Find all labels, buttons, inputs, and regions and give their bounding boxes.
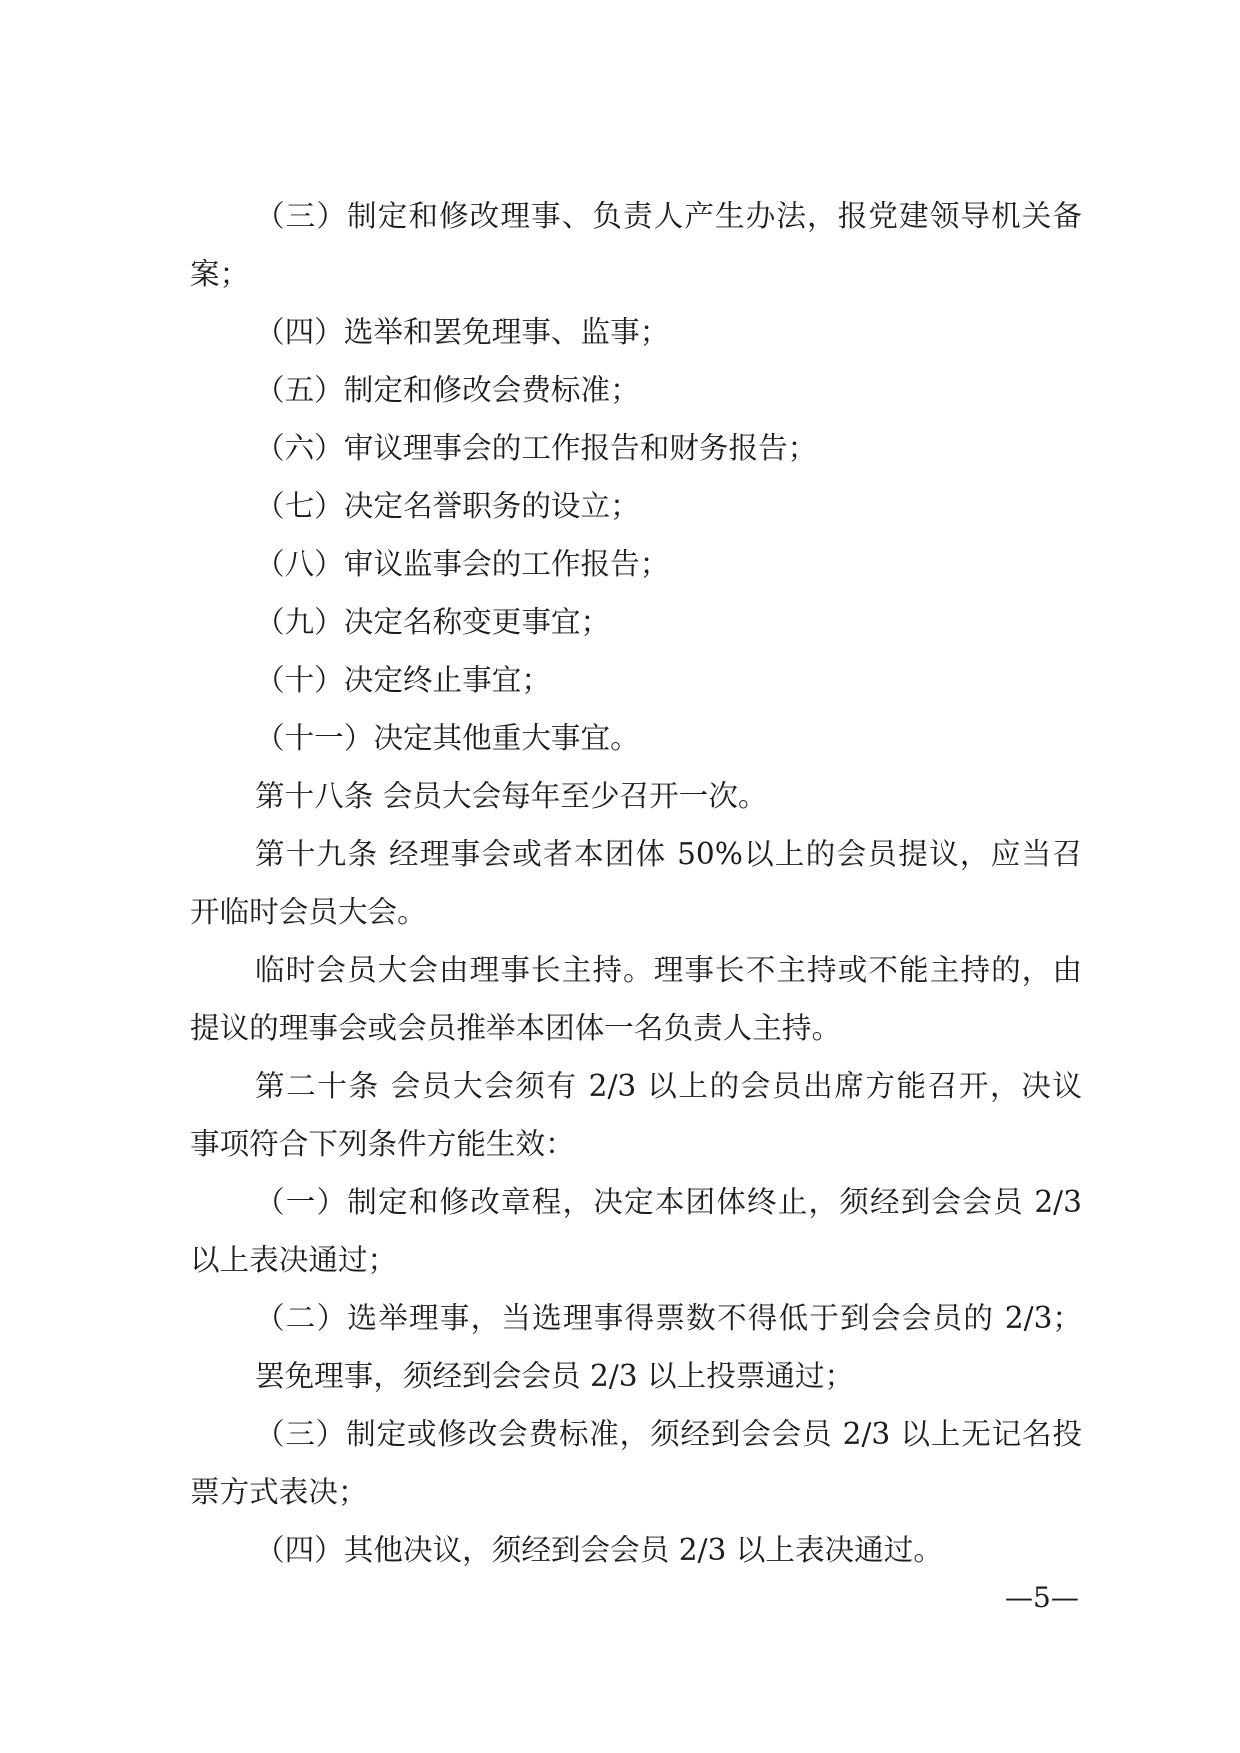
text-line: 提议的理事会或会员推举本团体一名负责人主持。 — [190, 1011, 842, 1045]
text-line: （八）审议监事会的工作报告； — [255, 547, 670, 581]
page-number: —5— — [1005, 1581, 1079, 1614]
text-line: （七）决定名誉职务的设立； — [255, 489, 640, 523]
text-line: （三）制定或修改会费标准，须经到会会员 2/3 以上无记名投 — [255, 1417, 1082, 1451]
text-line: 案； — [190, 257, 250, 291]
text-line: 事项符合下列条件方能生效： — [190, 1127, 575, 1161]
text-line: 第二十条 会员大会须有 2/3 以上的会员出席方能召开，决议 — [255, 1069, 1082, 1103]
text-line: 罢免理事，须经到会会员 2/3 以上投票通过； — [255, 1359, 855, 1393]
text-line: 第十九条 经理事会或者本团体 50%以上的会员提议，应当召 — [255, 837, 1082, 871]
text-line: （四）选举和罢免理事、监事； — [255, 315, 670, 349]
text-line: （十一）决定其他重大事宜。 — [255, 721, 640, 755]
text-line: （十）决定终止事宜； — [255, 663, 551, 697]
text-line: 第十八条 会员大会每年至少召开一次。 — [255, 779, 768, 813]
text-line: （二）选举理事，当选理事得票数不得低于到会会员的 2/3； — [255, 1301, 1082, 1335]
text-line: 票方式表决； — [190, 1475, 368, 1509]
text-line: （三）制定和修改理事、负责人产生办法，报党建领导机关备 — [255, 199, 1082, 233]
text-line: 开临时会员大会。 — [190, 895, 427, 929]
text-line: 临时会员大会由理事长主持。理事长不主持或不能主持的，由 — [255, 953, 1082, 987]
text-line: 以上表决通过； — [190, 1243, 398, 1277]
text-line: （六）审议理事会的工作报告和财务报告； — [255, 431, 818, 465]
text-line: （一）制定和修改章程，决定本团体终止，须经到会会员 2/3 — [255, 1185, 1082, 1219]
text-line: （五）制定和修改会费标准； — [255, 373, 640, 407]
text-line: （九）决定名称变更事宜； — [255, 605, 611, 639]
text-line: （四）其他决议，须经到会会员 2/3 以上表决通过。 — [255, 1533, 943, 1567]
